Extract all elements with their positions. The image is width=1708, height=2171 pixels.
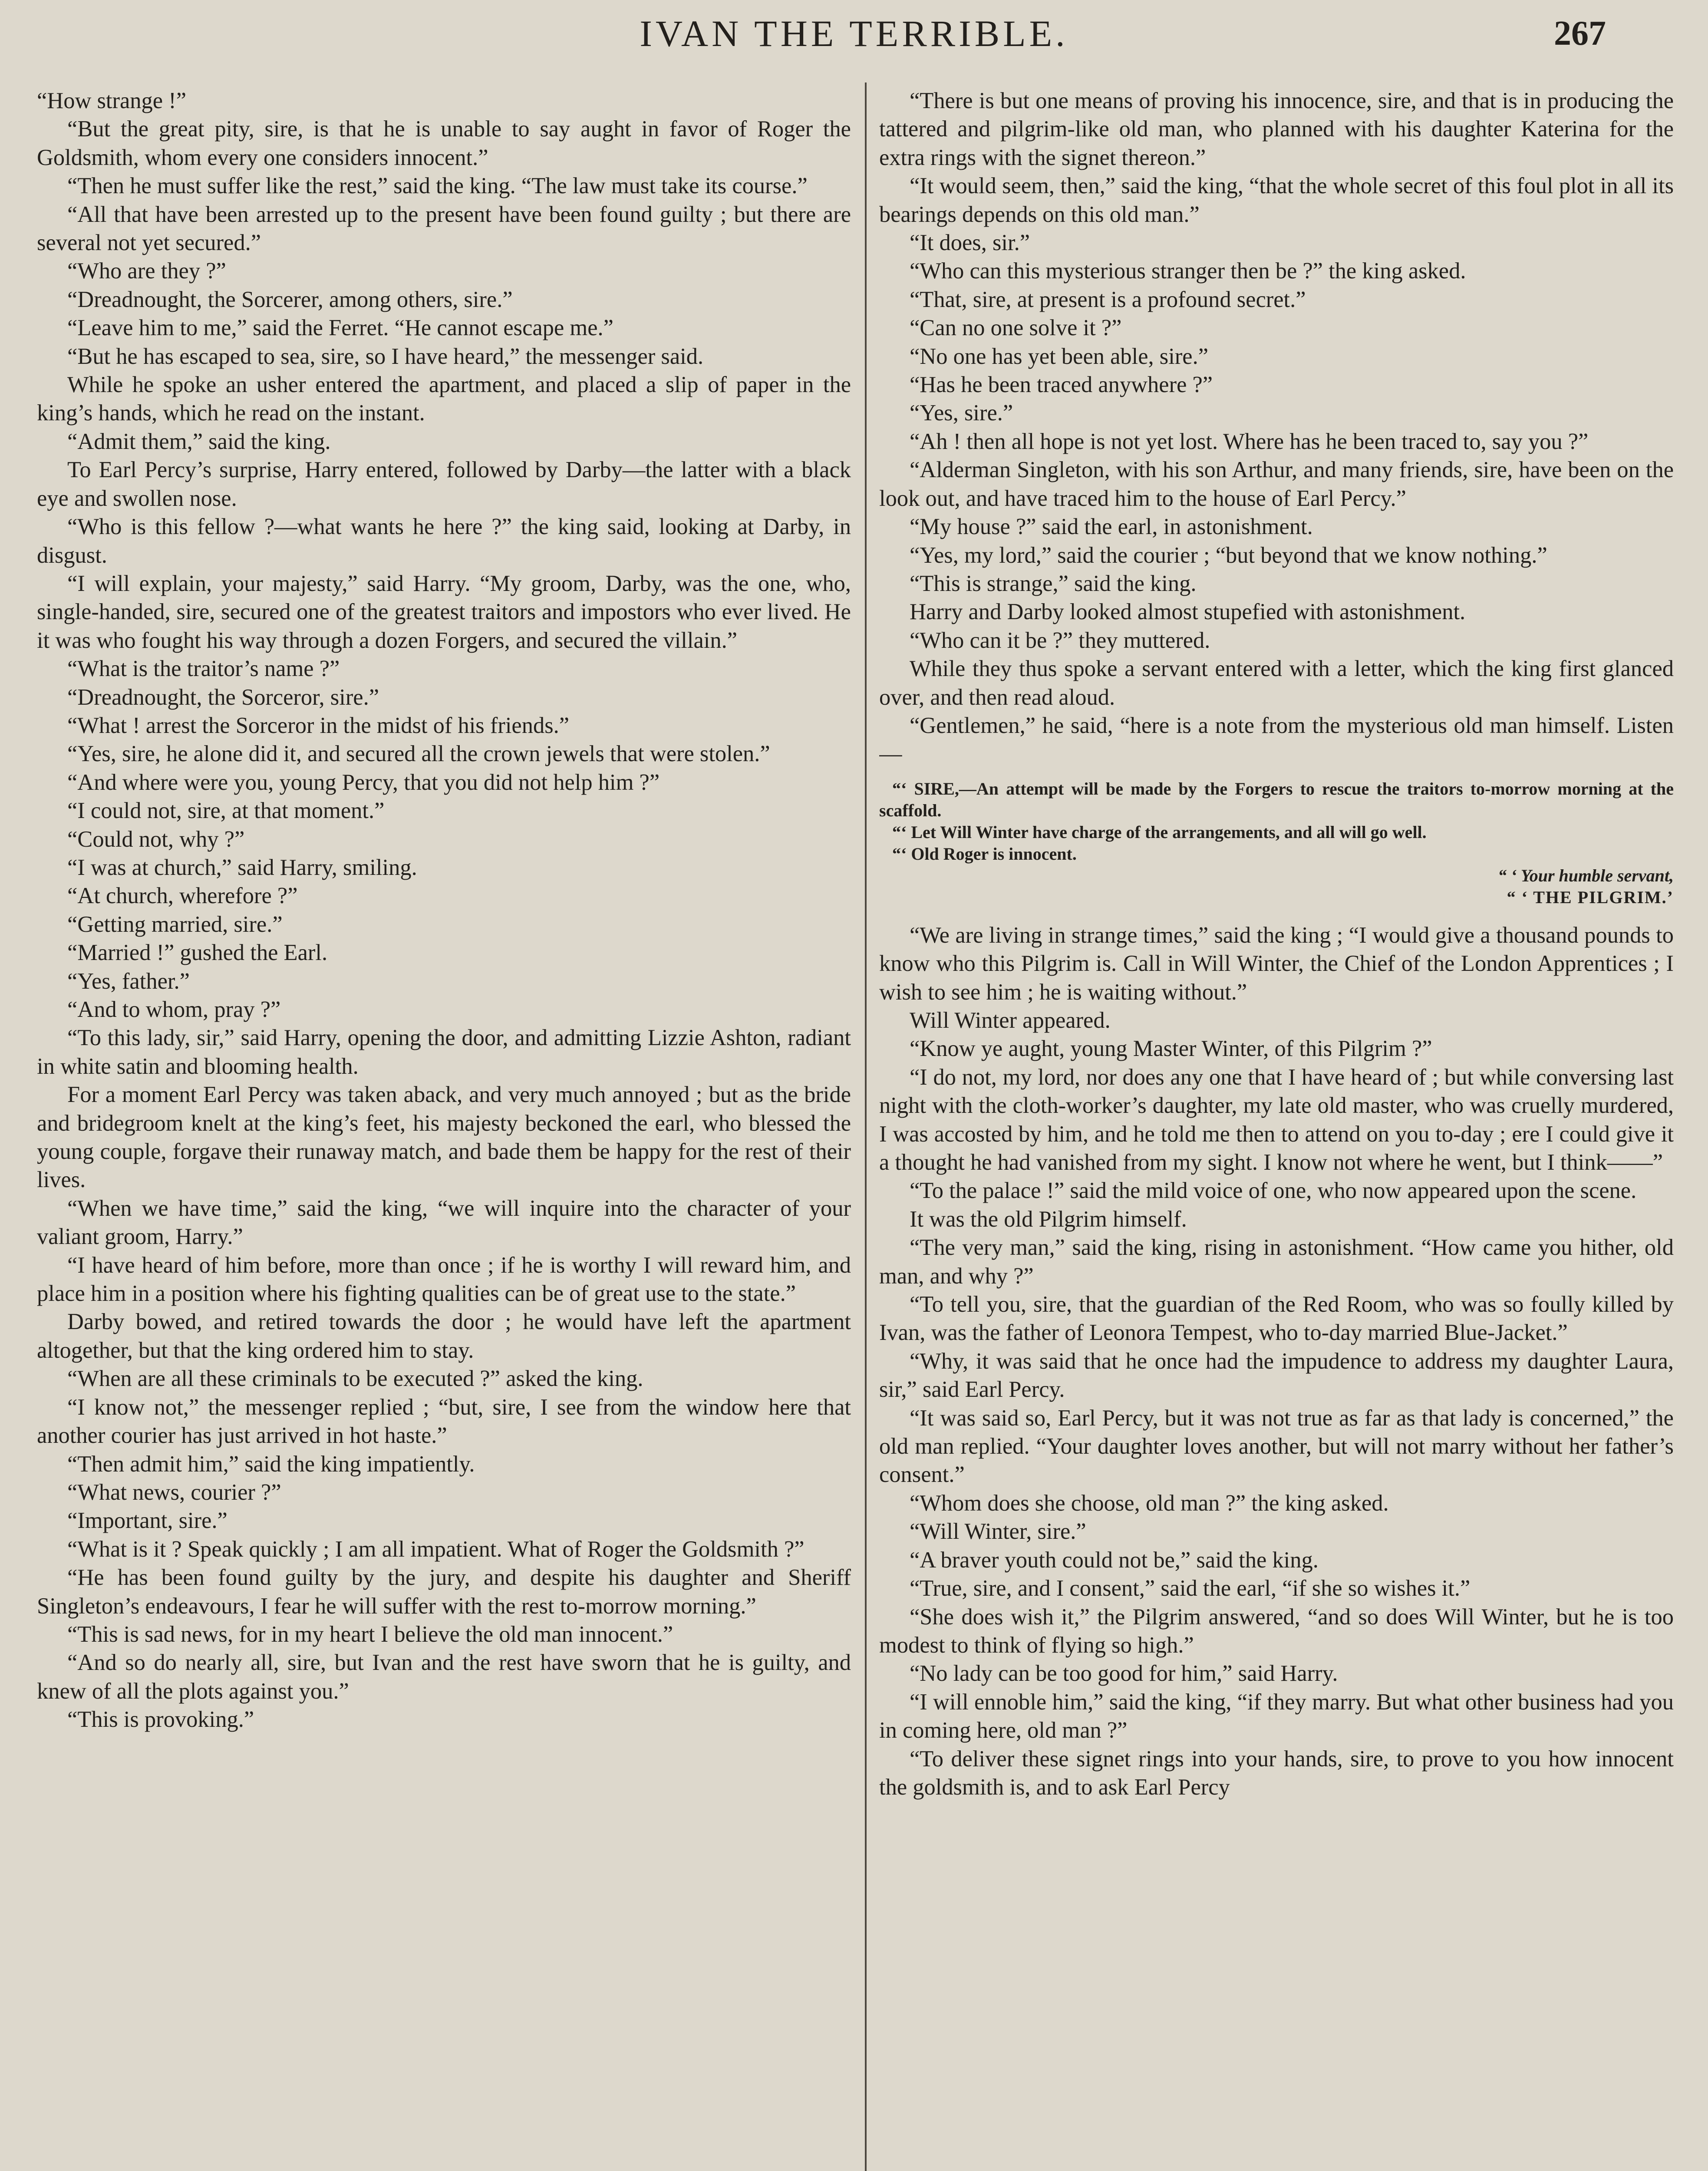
- paragraph: “Leave him to me,” said the Ferret. “He cannot escape me.”: [67, 315, 613, 341]
- paragraph: “I will ennoble him,” said the king, “if they marry. But what other business had you in coming here, old man ?”: [879, 1689, 1674, 1743]
- paragraph: “Has he been traced anywhere ?”: [910, 372, 1213, 398]
- paragraph: “Yes, father.”: [67, 968, 190, 994]
- paragraph: “But he has escaped to sea, sire, so I have heard,” the messenger said.: [67, 343, 704, 369]
- paragraph: To Earl Percy’s surprise, Harry entered, followed by Darby—the latter with a black eye and swollen nose.: [37, 457, 851, 511]
- paragraph: “Dreadnought, the Sorceror, sire.”: [67, 684, 379, 710]
- paragraph: “He has been found guilty by the jury, and despite his daughter and Sheriff Singleton’s endeavours, I fear he will suffer with the rest to-morrow morning.”: [37, 1565, 851, 1619]
- paragraph: “No lady can be too good for him,” said Harry.: [910, 1661, 1338, 1686]
- paragraph: “Important, sire.”: [67, 1508, 228, 1534]
- paragraph: “That, sire, at present is a profound secret.”: [910, 287, 1306, 312]
- paragraph: “Yes, sire, he alone did it, and secured all the crown jewels that were stolen.”: [67, 741, 770, 767]
- paragraph: It was the old Pilgrim himself.: [910, 1206, 1187, 1232]
- paragraph: “I have heard of him before, more than once ; if he is worthy I will reward him, and place him in a position where his fighting qualities can be of great use to the state.”: [37, 1252, 851, 1307]
- paragraph: “I will explain, your majesty,” said Harry. “My groom, Darby, was the one, who, single-handed, sire, secured one of the greatest traitors and impostors who ever lived. He it was who fought his way through a dozen Forgers, and secured the villain.”: [37, 571, 851, 653]
- paragraph: “True, sire, and I consent,” said the earl, “if she so wishes it.”: [910, 1576, 1471, 1601]
- paragraph: “All that have been arrested up to the present have been found guilty ; but there are several not yet secured.”: [37, 201, 851, 256]
- paragraph: Darby bowed, and retired towards the door ; he would have left the apartment altogether, but that the king ordered him to stay.: [37, 1309, 851, 1363]
- paragraph: “What is it ? Speak quickly ; I am all impatient. What of Roger the Goldsmith ?”: [67, 1536, 805, 1562]
- paragraph: “I could not, sire, at that moment.”: [67, 798, 385, 824]
- letter-line: “‘ SIRE,—An attempt will be made by the Forgers to rescue the traitors to-morrow morning at the scaffold.: [879, 779, 1674, 820]
- paragraph: “Getting married, sire.”: [67, 911, 283, 937]
- paragraph: “I do not, my lord, nor does any one that I have heard of ; but while conversing last night with the cloth-worker’s daughter, my late old master, who was cruelly murdered, I was accosted by him, and he told me then to attend on you to-day ; ere I could give it a thought he had vanished from my sight. I know not where he went, but I think——”: [879, 1064, 1674, 1175]
- paragraph: “She does wish it,” the Pilgrim answered, “and so does Will Winter, but he is too modest to think of flying so high.”: [879, 1604, 1674, 1658]
- paragraph: “To the palace !” said the mild voice of one, who now appeared upon the scene.: [910, 1178, 1637, 1204]
- paragraph: “Who can it be ?” they muttered.: [910, 627, 1210, 653]
- paragraph: “No one has yet been able, sire.”: [910, 343, 1209, 369]
- paragraph: “There is but one means of proving his innocence, sire, and that is in producing the tattered and pilgrim-like old man, who planned with his daughter Katerina for the extra rings with the signet thereon.”: [879, 88, 1674, 170]
- paragraph: “We are living in strange times,” said the king ; “I would give a thousand pounds to know who this Pilgrim is. Call in Will Winter, the Chief of the London Apprentices ; I wish to see him ; he is waiting without.”: [879, 922, 1674, 1005]
- paragraph: “What is the traitor’s name ?”: [67, 656, 340, 682]
- letter-line: “‘ Let Will Winter have charge of the arrangements, and all will go well.: [892, 822, 1427, 842]
- paragraph: While they thus spoke a servant entered with a letter, which the king first glanced over, and then read aloud.: [879, 656, 1674, 710]
- page-number: 267: [1554, 14, 1606, 53]
- paragraph: “It was said so, Earl Percy, but it was not true as far as that lady is concerned,” the old man replied. “Your daughter loves another, but will not marry without her father’s consent.”: [879, 1405, 1674, 1488]
- paragraph: “What ! arrest the Sorceror in the midst of his friends.”: [67, 713, 570, 738]
- paragraph: For a moment Earl Percy was taken aback, and very much annoyed ; but as the bride and bridegroom knelt at the king’s feet, his majesty beckoned the earl, who blessed the young couple, forgave their runaway match, and bade them be happy for the rest of their lives.: [37, 1082, 851, 1193]
- paragraph: “Who is this fellow ?—what wants he here ?” the king said, looking at Darby, in disgust.: [37, 514, 851, 568]
- paragraph: “Will Winter, sire.”: [910, 1519, 1086, 1544]
- paragraph: “Know ye aught, young Master Winter, of this Pilgrim ?”: [910, 1036, 1432, 1062]
- paragraph: “How strange !”: [37, 88, 187, 113]
- paragraph: “Whom does she choose, old man ?” the king asked.: [910, 1490, 1389, 1516]
- paragraph: “But the great pity, sire, is that he is unable to say aught in favor of Roger the Goldsmith, whom every one considers innocent.”: [37, 116, 851, 170]
- paragraph: “To this lady, sir,” said Harry, opening the door, and admitting Lizzie Ashton, radiant in white satin and blooming health.: [37, 1025, 851, 1079]
- paragraph: “The very man,” said the king, rising in astonishment. “How came you hither, old man, and why ?”: [879, 1235, 1674, 1289]
- paragraph: “Yes, sire.”: [910, 400, 1013, 426]
- paragraph: “What news, courier ?”: [67, 1479, 281, 1505]
- paragraph: “This is strange,” said the king.: [910, 571, 1197, 596]
- paragraph: “To tell you, sire, that the guardian of the Red Room, who was so foully killed by Ivan, was the father of Leonora Tempest, who to-day married Blue-Jacket.”: [879, 1292, 1674, 1346]
- paragraph: “This is sad news, for in my heart I believe the old man innocent.”: [67, 1621, 673, 1647]
- right-column-top: [879, 87, 1674, 769]
- letter-signoff: “ ‘ Your humble servant,: [1498, 865, 1674, 885]
- letter-signature: “ ‘ THE PILGRIM.’: [1507, 887, 1674, 907]
- paragraph: “And where were you, young Percy, that you did not help him ?”: [67, 769, 660, 795]
- paragraph: “This is provoking.”: [67, 1707, 254, 1732]
- paragraph: “Dreadnought, the Sorcerer, among others, sire.”: [67, 287, 513, 312]
- paragraph: “A braver youth could not be,” said the king.: [910, 1547, 1319, 1573]
- paragraph: “It does, sir.”: [910, 230, 1030, 256]
- paragraph: Will Winter appeared.: [910, 1007, 1111, 1033]
- paragraph: “Admit them,” said the king.: [67, 429, 331, 454]
- right-column-bottom: [879, 921, 1674, 1802]
- paragraph: “It would seem, then,” said the king, “that the whole secret of this foul plot in all its bearings depends on this old man.”: [879, 173, 1674, 227]
- paragraph: “Alderman Singleton, with his son Arthur, and many friends, sire, have been on the look out, and have traced him to the house of Earl Percy.”: [879, 457, 1674, 511]
- paragraph: “Could not, why ?”: [67, 826, 245, 852]
- paragraph: “Who are they ?”: [67, 258, 226, 284]
- running-header: [26, 10, 1682, 57]
- paragraph: “When are all these criminals to be executed ?” asked the king.: [67, 1366, 643, 1392]
- left-column: [37, 87, 851, 2171]
- paragraph: “Can no one solve it ?”: [910, 315, 1122, 341]
- page-title: IVAN THE TERRIBLE.: [640, 13, 1068, 54]
- pilgrim-letter: [879, 778, 1674, 908]
- paragraph: “Ah ! then all hope is not yet lost. Where has he been traced to, say you ?”: [910, 429, 1589, 454]
- paragraph: “Yes, my lord,” said the courier ; “but beyond that we know nothing.”: [910, 542, 1547, 568]
- paragraph: “At church, wherefore ?”: [67, 883, 298, 909]
- paragraph: “And so do nearly all, sire, but Ivan and the rest have sworn that he is guilty, and knew of all the plots against you.”: [37, 1650, 851, 1704]
- column-divider: [865, 82, 867, 2171]
- paragraph: “When we have time,” said the king, “we will inquire into the character of your valiant groom, Harry.”: [37, 1195, 851, 1250]
- paragraph: “I was at church,” said Harry, smiling.: [67, 855, 417, 880]
- paragraph: While he spoke an usher entered the apartment, and placed a slip of paper in the king’s hands, which he read on the instant.: [37, 372, 851, 426]
- paragraph: “Who can this mysterious stranger then be ?” the king asked.: [910, 258, 1466, 284]
- paragraph: “And to whom, pray ?”: [67, 997, 281, 1022]
- paragraph: “To deliver these signet rings into your hands, sire, to prove to you how innocent the goldsmith is, and to ask Earl Percy: [879, 1746, 1674, 1800]
- paragraph: “Then he must suffer like the rest,” said the king. “The law must take its course.”: [67, 173, 808, 199]
- paragraph: “Married !” gushed the Earl.: [67, 940, 328, 966]
- paragraph: “My house ?” said the earl, in astonishment.: [910, 514, 1313, 540]
- right-column: [879, 87, 1674, 2171]
- paragraph: “I know not,” the messenger replied ; “but, sire, I see from the window here that another courier has just arrived in hot haste.”: [37, 1394, 851, 1448]
- paragraph: “Gentlemen,” he said, “here is a note from the mysterious old man himself. Listen—: [879, 713, 1674, 767]
- paragraph: “Then admit him,” said the king impatiently.: [67, 1451, 475, 1477]
- paragraph: Harry and Darby looked almost stupefied with astonishment.: [910, 599, 1466, 625]
- paragraph: “Why, it was said that he once had the impudence to address my daughter Laura, sir,” said Earl Percy.: [879, 1348, 1674, 1402]
- letter-line: “‘ Old Roger is innocent.: [892, 844, 1077, 864]
